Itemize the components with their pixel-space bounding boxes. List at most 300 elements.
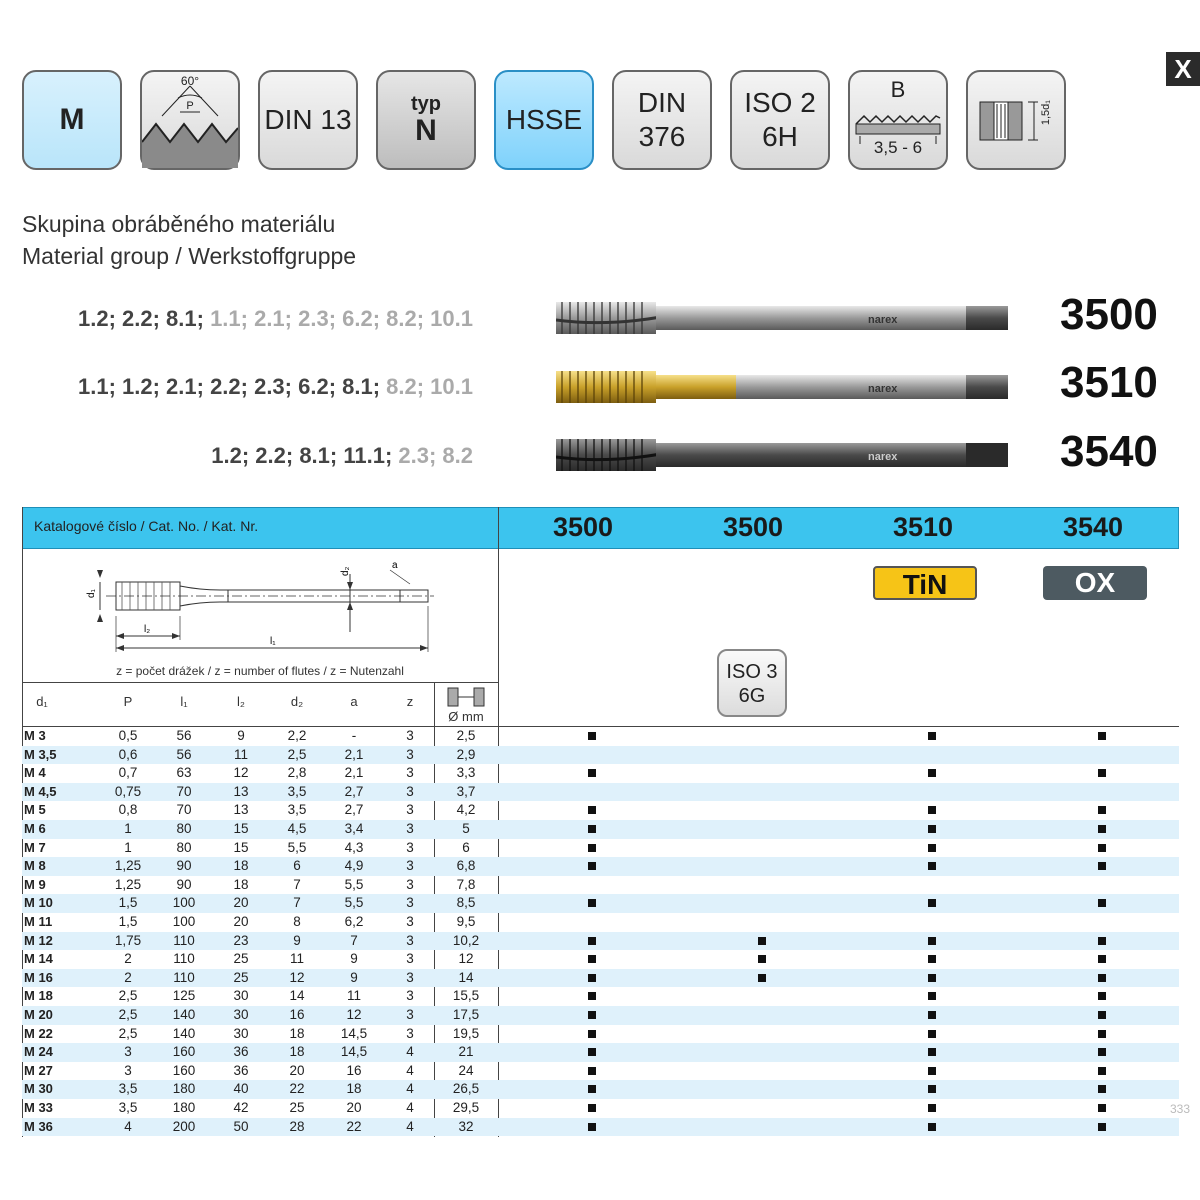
cell-z: 3 (406, 746, 414, 762)
cell-d1: M 24 (24, 1044, 53, 1060)
availability-mark (928, 1030, 936, 1038)
metric-label: M (59, 103, 85, 136)
cell-l2: 36 (233, 1044, 249, 1060)
thread-profile-icon (140, 70, 240, 170)
cell-d2: 4,5 (287, 821, 307, 836)
availability-mark (1098, 844, 1106, 852)
cell-drill: 10,2 (452, 932, 480, 948)
cell-P: 0,7 (118, 765, 138, 781)
cell-P: 2,5 (118, 988, 138, 1004)
cell-P: 1,5 (118, 895, 138, 911)
availability-mark (928, 1048, 936, 1056)
cell-d2: 14 (289, 988, 305, 1004)
availability-mark (758, 937, 766, 945)
availability-mark (588, 1123, 596, 1131)
cell-l2: 18 (233, 876, 249, 892)
cell-d2: 12 (289, 969, 305, 985)
cell-z: 3 (406, 969, 414, 985)
availability-mark (758, 974, 766, 982)
material-group-title (22, 208, 356, 272)
cell-l2: 23 (233, 932, 249, 948)
table-row (22, 913, 1179, 932)
cell-drill: 3,7 (456, 783, 476, 799)
dim-d2: d₂ (340, 566, 351, 576)
cell-l2: 9 (237, 728, 245, 743)
cell-d1: M 8 (24, 858, 46, 874)
cell-d1: M 3,5 (24, 746, 57, 762)
brand-logo: narex (868, 383, 898, 395)
metric-thread-icon (22, 70, 122, 170)
tool-number-3540: 3540 (1060, 427, 1158, 476)
availability-mark (1098, 992, 1106, 1000)
cell-P: 1,25 (114, 876, 142, 892)
availability-mark (928, 955, 936, 963)
chamfer-length-label: 3,5 - 6 (873, 138, 923, 157)
cell-drill: 14 (458, 969, 474, 985)
material-title-cz: Skupina obráběného materiálu (22, 211, 336, 237)
availability-mark (588, 732, 596, 740)
cell-z: 3 (406, 951, 414, 967)
cell-d2: 3,5 (287, 783, 307, 799)
cell-drill: 9,5 (456, 914, 476, 929)
cell-P: 3 (124, 1062, 132, 1078)
availability-mark (1098, 899, 1106, 907)
cell-a: - (351, 728, 357, 743)
groups-secondary: 1.1; 2.1; 2.3; 6.2; 8.2; 10.1 (203, 306, 473, 331)
cell-drill: 2,9 (456, 746, 476, 762)
cell-d1: M 11 (24, 914, 53, 929)
availability-mark (928, 1085, 936, 1093)
cell-a: 4,9 (344, 858, 364, 874)
cell-drill: 4,2 (456, 802, 476, 818)
availability-mark (928, 806, 936, 814)
cell-l1: 180 (172, 1100, 196, 1115)
cell-l1: 110 (173, 969, 195, 985)
availability-mark (928, 899, 936, 907)
cell-a: 12 (346, 1007, 362, 1022)
availability-mark (928, 1011, 936, 1019)
availability-mark (928, 992, 936, 1000)
cell-drill: 7,8 (456, 876, 476, 892)
iso2-line2: 6H (762, 121, 798, 152)
cell-P: 1,75 (114, 932, 142, 948)
table-row (22, 727, 1179, 746)
cell-d2: 11 (289, 951, 304, 967)
cell-d1: M 9 (24, 876, 46, 892)
iso3-line1: ISO 3 (726, 661, 778, 683)
chamfer-icon (848, 70, 948, 170)
cell-l2: 30 (233, 1025, 249, 1041)
cell-P: 1,25 (114, 858, 142, 874)
cell-l2: 15 (233, 821, 249, 836)
brand-logo: narex (868, 451, 898, 463)
availability-mark (928, 974, 936, 982)
availability-mark (1098, 732, 1106, 740)
col-header-3500-b: 3500 (722, 512, 784, 542)
cell-drill: 19,5 (452, 1025, 480, 1041)
cell-drill: 6,8 (456, 858, 476, 874)
cell-d2: 8 (293, 914, 301, 929)
availability-mark (928, 844, 936, 852)
availability-mark (588, 1085, 596, 1093)
cell-l1: 200 (172, 1118, 196, 1134)
cell-d1: M 22 (24, 1025, 53, 1041)
cell-d1: M 33 (24, 1100, 53, 1115)
tool-number-3500: 3500 (1060, 290, 1158, 339)
table-row (22, 894, 1179, 913)
cell-l1: 56 (176, 728, 192, 743)
groups-primary: 1.2; 2.2; 8.1; (78, 306, 204, 331)
table-row (22, 764, 1179, 783)
cell-l2: 25 (233, 969, 249, 985)
pitch-label: P (186, 100, 194, 112)
cell-drill: 5 (462, 821, 470, 836)
availability-mark (1098, 769, 1106, 777)
col-header-l1: l₁ (180, 694, 188, 709)
cell-a: 14,5 (340, 1025, 368, 1041)
cell-l2: 20 (233, 895, 249, 911)
material-groups-3500 (78, 306, 473, 332)
availability-mark (1098, 1048, 1106, 1056)
page-number: 333 (1170, 1102, 1191, 1116)
cell-d2: 3,5 (287, 802, 307, 818)
cell-l1: 140 (172, 1025, 196, 1041)
drawing-bottom-rule (22, 682, 498, 683)
cell-d1: M 4 (24, 765, 46, 781)
availability-mark (588, 844, 596, 852)
drill-diameter-header: Ø mm (448, 709, 484, 724)
cell-a: 7 (350, 932, 358, 948)
cell-a: 4,3 (344, 839, 364, 855)
cell-l2: 13 (233, 783, 249, 799)
cell-z: 3 (406, 932, 414, 948)
cell-d1: M 10 (24, 895, 53, 911)
coating-ox-badge: OX (1043, 566, 1147, 600)
cell-d2: 18 (289, 1044, 305, 1060)
availability-mark (588, 825, 596, 833)
tap-3500-image (556, 298, 1010, 338)
tap-3540-image (556, 435, 1010, 475)
availability-mark (928, 937, 936, 945)
availability-mark (1098, 1085, 1106, 1093)
cell-d1: M 4,5 (24, 783, 57, 799)
typ-value: N (415, 114, 437, 147)
flutes-note: z = počet drážek / z = number of flutes / z = Nutenzahl (116, 664, 404, 678)
cell-l2: 12 (233, 765, 249, 781)
cell-z: 3 (406, 858, 414, 874)
cell-P: 1 (124, 839, 132, 855)
cell-a: 2,7 (344, 802, 364, 818)
table-row (22, 1118, 1179, 1137)
cell-P: 4 (124, 1118, 132, 1134)
groups-secondary: 2.3; 8.2 (392, 443, 473, 468)
material-title-en-de: Material group / Werkstoffgruppe (22, 243, 357, 269)
cell-a: 2,1 (344, 765, 364, 781)
type-badge (376, 70, 476, 170)
availability-mark (588, 769, 596, 777)
cell-l1: 125 (172, 988, 196, 1004)
din376-badge (612, 70, 712, 170)
cell-l2: 36 (233, 1062, 249, 1078)
table-row (22, 857, 1179, 876)
cell-d1: M 20 (24, 1007, 53, 1022)
typ-label: typ (411, 93, 441, 115)
cell-d1: M 14 (24, 951, 53, 967)
cell-z: 3 (406, 802, 414, 818)
cell-a: 20 (346, 1100, 362, 1115)
availability-mark (588, 974, 596, 982)
cell-d2: 25 (289, 1100, 305, 1115)
cell-d2: 18 (289, 1025, 305, 1041)
cell-l2: 42 (233, 1100, 249, 1115)
cell-d2: 16 (289, 1007, 305, 1022)
cell-drill: 17,5 (452, 1007, 480, 1022)
cell-drill: 24 (458, 1062, 474, 1078)
cell-z: 3 (406, 895, 414, 911)
cell-drill: 15,5 (452, 988, 480, 1004)
cell-P: 3,5 (118, 1100, 138, 1115)
table-row (22, 1062, 1179, 1081)
cell-l1: 180 (172, 1081, 196, 1097)
cell-l2: 30 (233, 988, 249, 1004)
cell-z: 3 (406, 839, 414, 855)
cell-a: 5,5 (344, 876, 364, 892)
col-header-3510: 3510 (892, 512, 954, 542)
cell-d2: 28 (289, 1118, 305, 1134)
cell-l2: 40 (233, 1081, 249, 1097)
availability-mark (588, 899, 596, 907)
groups-primary: 1.1; 1.2; 2.1; 2.2; 2.3; 6.2; 8.1; (78, 374, 381, 399)
cell-d2: 22 (289, 1081, 305, 1097)
cell-a: 5,5 (344, 895, 364, 911)
availability-mark (1098, 1104, 1106, 1112)
cell-d1: M 7 (24, 839, 46, 855)
cell-l1: 110 (173, 951, 195, 967)
cell-d1: M 3 (24, 728, 46, 743)
cell-z: 4 (406, 1081, 414, 1097)
cell-l2: 11 (233, 746, 248, 762)
dim-l2: l₂ (144, 624, 151, 635)
din376-line1: DIN (637, 87, 687, 118)
iso2-line1: ISO 2 (744, 87, 816, 118)
cell-l1: 100 (172, 895, 196, 911)
cell-a: 18 (346, 1081, 362, 1097)
cell-l2: 13 (233, 802, 249, 818)
availability-mark (588, 1067, 596, 1075)
col-header-a: a (350, 694, 358, 709)
cell-l1: 63 (176, 765, 192, 781)
availability-mark (758, 955, 766, 963)
cell-d2: 2,5 (287, 746, 307, 762)
cell-l1: 80 (176, 839, 192, 855)
cell-P: 3,5 (118, 1081, 138, 1097)
availability-mark (588, 955, 596, 963)
col-header-p: P (123, 694, 133, 709)
cell-d2: 5,5 (287, 839, 307, 855)
cell-a: 22 (346, 1118, 362, 1134)
din376-line2: 376 (638, 121, 686, 152)
cell-drill: 29,5 (452, 1100, 480, 1115)
cell-a: 9 (350, 969, 358, 985)
cell-z: 3 (406, 783, 414, 799)
table-row (22, 839, 1179, 858)
cell-l1: 140 (172, 1007, 196, 1022)
material-groups-3510 (78, 374, 473, 400)
availability-mark (928, 1123, 936, 1131)
cell-d1: M 18 (24, 988, 53, 1004)
cell-d1: M 27 (24, 1062, 53, 1078)
cell-drill: 8,5 (456, 895, 476, 911)
cell-drill: 26,5 (452, 1081, 480, 1097)
cell-z: 3 (406, 821, 414, 836)
table-row (22, 1080, 1179, 1099)
cell-d2: 6 (293, 858, 301, 874)
cell-a: 9 (350, 951, 358, 967)
availability-mark (588, 1104, 596, 1112)
cell-drill: 32 (458, 1118, 474, 1134)
cell-d2: 9 (293, 932, 301, 948)
cell-d1: M 5 (24, 802, 46, 818)
availability-mark (588, 862, 596, 870)
cell-z: 4 (406, 1118, 414, 1134)
table-row (22, 987, 1179, 1006)
availability-mark (1098, 806, 1106, 814)
cell-d2: 7 (293, 876, 301, 892)
col-header-l2: l₂ (237, 694, 245, 709)
col-header-3500-a: 3500 (552, 512, 614, 542)
cell-l2: 50 (233, 1118, 249, 1134)
hsse-label: HSSE (505, 104, 583, 135)
cell-l1: 70 (176, 783, 192, 799)
cell-z: 3 (406, 765, 414, 781)
cell-a: 6,2 (344, 914, 364, 929)
table-row (22, 1006, 1179, 1025)
cell-a: 3,4 (344, 821, 364, 836)
cell-d2: 7 (293, 895, 301, 911)
availability-mark (1098, 825, 1106, 833)
tap-dimension-drawing (80, 556, 440, 666)
cell-z: 4 (406, 1100, 414, 1115)
cell-z: 4 (406, 1062, 414, 1078)
table-row (22, 969, 1179, 988)
dim-a: a (392, 560, 398, 571)
cell-a: 16 (346, 1062, 362, 1078)
angle-label: 60° (180, 74, 200, 88)
cell-P: 3 (124, 1044, 132, 1060)
cell-l1: 100 (172, 914, 196, 929)
availability-mark (928, 1067, 936, 1075)
cell-z: 3 (406, 1007, 414, 1022)
availability-mark (928, 1104, 936, 1112)
availability-mark (588, 1030, 596, 1038)
col-header-d2: d₂ (290, 694, 304, 709)
chamfer-form-label: B (890, 77, 906, 102)
cell-d1: M 16 (24, 969, 53, 985)
cell-l1: 90 (176, 876, 192, 892)
tool-number-3510: 3510 (1060, 358, 1158, 407)
cell-d2: 2,8 (287, 765, 307, 781)
cell-a: 11 (346, 988, 361, 1004)
cell-drill: 21 (458, 1044, 474, 1060)
drill-hole-icon (446, 686, 486, 708)
groups-primary: 1.2; 2.2; 8.1; 11.1; (211, 443, 393, 468)
tap-3510-image (556, 367, 1010, 407)
blind-hole-depth-icon (966, 70, 1066, 170)
table-row (22, 801, 1179, 820)
dim-l1: l₁ (270, 636, 276, 647)
availability-mark (1098, 974, 1106, 982)
cell-l1: 110 (173, 932, 195, 948)
availability-mark (928, 862, 936, 870)
cell-P: 1,5 (118, 914, 138, 929)
cell-l1: 70 (176, 802, 192, 818)
cell-d2: 2,2 (287, 728, 307, 743)
cell-z: 3 (406, 876, 414, 892)
cell-z: 3 (406, 988, 414, 1004)
iso2-badge (730, 70, 830, 170)
cell-P: 2 (124, 969, 132, 985)
cell-P: 2,5 (118, 1025, 138, 1041)
cell-drill: 2,5 (456, 728, 476, 743)
table-row (22, 1099, 1179, 1118)
table-row (22, 950, 1179, 969)
availability-mark (588, 992, 596, 1000)
col-header-z: z (406, 694, 414, 709)
table-row (22, 876, 1179, 895)
brand-logo: narex (868, 314, 898, 326)
cell-P: 0,8 (118, 802, 138, 818)
cell-l1: 160 (172, 1044, 196, 1060)
coating-tin-badge: TiN (873, 566, 977, 600)
availability-mark (1098, 1030, 1106, 1038)
cell-P: 2 (124, 951, 132, 967)
cell-d1: M 12 (24, 932, 53, 948)
cell-P: 1 (124, 821, 132, 836)
cell-l1: 80 (176, 821, 192, 836)
cell-P: 0,75 (114, 783, 142, 799)
iso3-line2: 6G (738, 685, 766, 707)
material-groups-3540 (211, 443, 473, 469)
availability-mark (1098, 1123, 1106, 1131)
cell-d1: M 36 (24, 1118, 53, 1134)
cell-l1: 160 (172, 1062, 196, 1078)
cell-z: 3 (406, 728, 414, 743)
availability-mark (1098, 937, 1106, 945)
cell-P: 2,5 (118, 1007, 138, 1022)
hsse-badge (494, 70, 594, 170)
dim-d1: d₁ (86, 589, 97, 598)
cell-drill: 3,3 (456, 765, 476, 781)
cell-l2: 25 (233, 951, 249, 967)
groups-secondary: 8.2; 10.1 (380, 374, 473, 399)
availability-mark (588, 1011, 596, 1019)
availability-mark (588, 937, 596, 945)
cell-P: 0,5 (118, 728, 138, 743)
cell-drill: 6 (462, 839, 470, 855)
din13-badge (258, 70, 358, 170)
cell-z: 3 (406, 1025, 414, 1041)
availability-mark (928, 825, 936, 833)
catalog-number-label: Katalogové číslo / Cat. No. / Kat. Nr. (34, 518, 259, 534)
close-button[interactable]: X (1166, 52, 1200, 86)
cell-z: 4 (406, 1044, 414, 1060)
availability-mark (588, 806, 596, 814)
table-row (22, 820, 1179, 839)
availability-mark (588, 1048, 596, 1056)
cell-a: 2,7 (344, 783, 364, 799)
cell-drill: 12 (458, 951, 474, 967)
cell-d1: M 6 (24, 821, 46, 836)
